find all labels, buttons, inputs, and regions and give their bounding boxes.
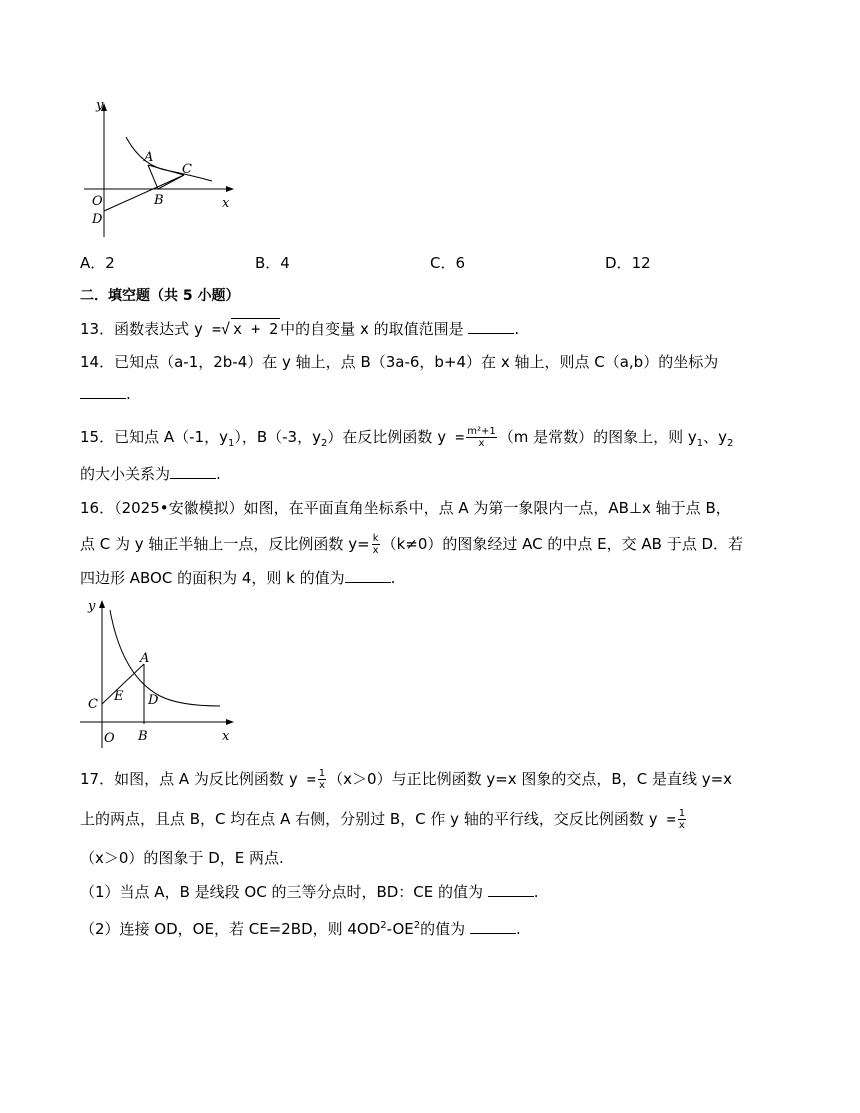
question-17-line-3: （x＞0）的图象于 D，E 两点. — [80, 849, 284, 867]
fig2-label-c: C — [88, 697, 98, 712]
fig1-label-d: D — [92, 212, 103, 227]
section-title: 二．填空题（共 5 小题） — [80, 288, 240, 304]
fig2-label-a: A — [140, 651, 150, 666]
question-15: 15．已知点 A（-1，$y_1$），B（-3，$y_2$）在反比例函数 y = $\frac{\text{m²+1}}{x}$ （m 是常数）的图象上，则 $y_1$、$y_2$ — [80, 426, 734, 449]
fig1-label-y: y — [96, 98, 104, 113]
answer-blank-13[interactable] — [468, 319, 514, 334]
question-17-part-2: （2）连接 OD，OE，若 CE=2BD，则 $4OD^2-OE^2$的值为 . — [80, 920, 521, 938]
answer-blank-15[interactable] — [170, 464, 216, 479]
question-13: 13．函数表达式 y =√ x + 2 中的自变量 x 的取值范围是 . — [80, 320, 520, 338]
fig2-label-o: O — [104, 731, 115, 746]
option-b: B．4 — [255, 254, 290, 272]
fig2-label-d: D — [148, 693, 159, 708]
answer-blank-17-2[interactable] — [470, 919, 516, 934]
fig2-label-b: B — [138, 729, 148, 744]
question-17: 17．如图，点 A 为反比例函数 y = $\frac{1}{x}$ （x＞0）与正比例函数 y=x 图象的交点，B，C 是直线 y=x — [80, 768, 733, 791]
question-17-line-2: 上的两点，且点 B，C 均在点 A 右侧，分别过 B，C 作 y 轴的平行线，交反比例函数 y = $\frac{1}{x}$ — [80, 808, 686, 831]
question-16: 16．（2025•安徽模拟）如图，在平面直角坐标系中，点 A 为第一象限内一点，AB⊥x 轴于点 B， — [80, 499, 731, 517]
answer-blank-17-1[interactable] — [488, 882, 534, 897]
figure-2-graph — [80, 596, 250, 752]
question-16-line-3: 四边形 ABOC 的面积为 4，则 k 的值为 . — [80, 569, 396, 587]
answer-blank-14[interactable] — [80, 384, 126, 399]
fig1-label-a: A — [144, 150, 154, 165]
option-d: D．12 — [605, 254, 651, 272]
fig2-label-e: E — [114, 689, 124, 704]
question-14: 14．已知点（a-1，2b-4）在 y 轴上，点 B（3a-6，b+4）在 x 轴上，则点 C（a,b）的坐标为 — [80, 353, 719, 371]
figure-1-graph — [80, 95, 240, 245]
answer-blank-16[interactable] — [345, 568, 391, 583]
question-17-part-1: （1）当点 A，B 是线段 OC 的三等分点时，BD：CE 的值为 . — [80, 883, 539, 901]
question-16-line-2: 点 C 为 y 轴正半轴上一点，反比例函数 y= $\frac{k}{x}$ （k≠0）的图象经过 AC 的中点 E，交 AB 于点 D．若 — [80, 533, 744, 556]
fig1-label-x: x — [222, 196, 230, 211]
fig1-label-o: O — [92, 194, 103, 209]
option-c: C．6 — [430, 254, 466, 272]
fig2-label-x: x — [222, 729, 230, 744]
fig2-label-y: y — [88, 599, 96, 614]
fig1-label-c: C — [182, 162, 192, 177]
question-15-line-2: 的大小关系为 . — [80, 465, 221, 483]
question-14-blank-line: . — [80, 384, 131, 404]
option-a: A．2 — [80, 254, 115, 272]
fig1-label-b: B — [154, 193, 164, 208]
